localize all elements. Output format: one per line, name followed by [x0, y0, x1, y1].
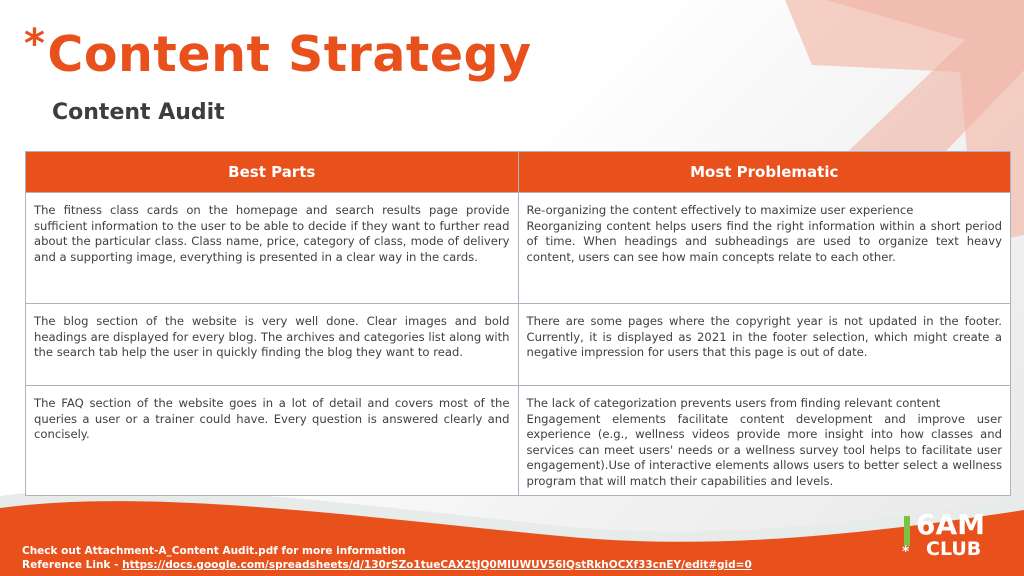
reference-link[interactable]: https://docs.google.com/spreadsheets/d/130rSZo1tueCAX2tJQ0MIUWUV56lQstRkhOCXf33cnEY/edit#gid=0 — [122, 559, 752, 571]
logo-green-bar — [904, 516, 910, 546]
title-text: Content Strategy — [47, 26, 532, 83]
table-row — [26, 386, 1011, 496]
decorative-dot — [10, 352, 13, 355]
problematic-line: Reorganizing content helps users find the right information within a short period of time. When headings and subheadings are used to organize text heavy content, users can see how main concepts relate to each other. — [526, 218, 1002, 264]
header-most-problematic: Most Problematic — [518, 152, 1011, 193]
decorative-dot — [10, 464, 13, 467]
table-row — [26, 304, 1011, 386]
reference-label: Reference Link - — [22, 559, 123, 571]
logo-line-2: CLUB — [926, 538, 982, 560]
decorative-dot — [10, 408, 13, 411]
decorative-dot — [10, 394, 13, 397]
problematic-line: The lack of categorization prevents users from finding relevant content — [526, 396, 941, 410]
decorative-dot — [10, 380, 13, 383]
problematic-line: Re-organizing the content effectively to maximize user experience — [526, 203, 914, 217]
decorative-dot — [10, 450, 13, 453]
problematic-line: Engagement elements facilitate content development and improve user experience (e.g., wellness videos provide more insight into how classes and services can meet users' needs or a wellness survey tool helps to facilitate user engagement).Use of interactive elements allows users to better select a wellness program that will match their capabilities and levels. — [526, 411, 1002, 488]
best-parts-cell: The FAQ section of the website goes in a lot of detail and covers most of the queries a user or a trainer could have. Every question is answered clearly and concisely. — [26, 386, 519, 496]
problematic-cell — [518, 193, 1011, 304]
table-header-row — [26, 152, 1011, 193]
attachment-note: Check out Attachment-A_Content Audit.pdf for more information — [22, 545, 406, 557]
logo-line-1: 6AM — [916, 508, 986, 541]
best-parts-cell: The fitness class cards on the homepage and search results page provide sufficient information to the user to be able to decide if they want to further read about the particular class. Class name, price, category of class, mode of delivery and a supporting image, everything is presented in a clear way in the cards. — [26, 193, 519, 304]
table-row — [26, 193, 1011, 304]
best-parts-cell: The blog section of the website is very well done. Clear images and bold headings are displayed for every blog. The archives and categories list along with the search tab help the user in quickly finding the blog they want to read. — [26, 304, 519, 386]
logo-asterisk: * — [902, 544, 910, 560]
content-audit-table — [25, 151, 1011, 496]
problematic-cell — [518, 386, 1011, 496]
header-best-parts: Best Parts — [26, 152, 519, 193]
problematic-line: There are some pages where the copyright year is not updated in the footer. Currently, it is displayed as 2021 in the footer selection, which might create a negative impression for users that this page is out of date. — [526, 314, 1002, 359]
page-title — [24, 21, 532, 83]
decorative-dot — [10, 366, 13, 369]
decorative-dot — [10, 436, 13, 439]
6am-club-logo — [898, 510, 998, 566]
decorative-dot — [10, 422, 13, 425]
footer-text — [22, 544, 752, 572]
reference-line — [22, 558, 752, 572]
problematic-cell — [518, 304, 1011, 386]
page-subtitle: Content Audit — [52, 100, 225, 125]
title-asterisk: * — [24, 21, 46, 67]
